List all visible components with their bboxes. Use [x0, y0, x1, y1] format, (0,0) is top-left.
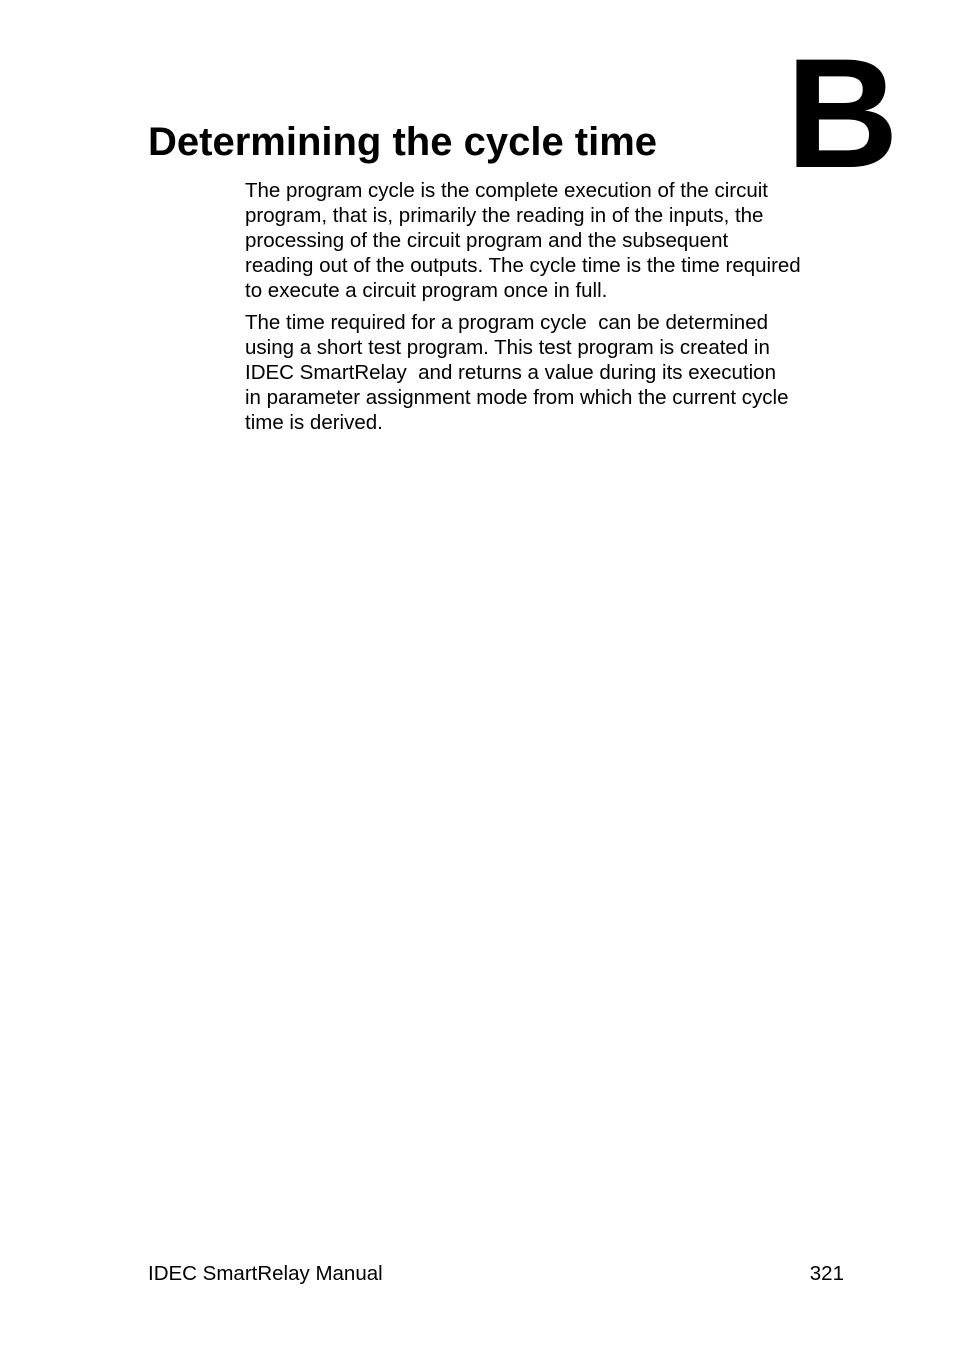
chapter-letter: B — [786, 27, 897, 201]
footer-page-number: 321 — [809, 1262, 844, 1285]
text-line: to execute a circuit program once in full. — [245, 279, 608, 302]
body-text — [245, 178, 865, 442]
text-line: processing of the circuit program and the subsequent — [245, 229, 729, 252]
text-line: time is derived. — [245, 411, 383, 434]
text-line: using a short test program. This test program is created in — [245, 336, 770, 359]
footer-manual-title: IDEC SmartRelay Manual — [148, 1262, 383, 1285]
text-line: The time required for a program cycle can be determined — [245, 311, 769, 334]
text-line: in parameter assignment mode from which the current cycle — [245, 386, 789, 409]
paragraph-test-program — [245, 310, 865, 435]
text-line: reading out of the outputs. The cycle time is the time required — [245, 254, 801, 277]
text-line: program, that is, primarily the reading in of the inputs, the — [245, 204, 764, 227]
paragraph-cycle-definition — [245, 178, 865, 303]
text-line: The program cycle is the complete execution of the circuit — [245, 179, 768, 202]
section-title: Determining the cycle time — [148, 120, 658, 164]
text-line: IDEC SmartRelay and returns a value during its execution — [245, 361, 776, 384]
